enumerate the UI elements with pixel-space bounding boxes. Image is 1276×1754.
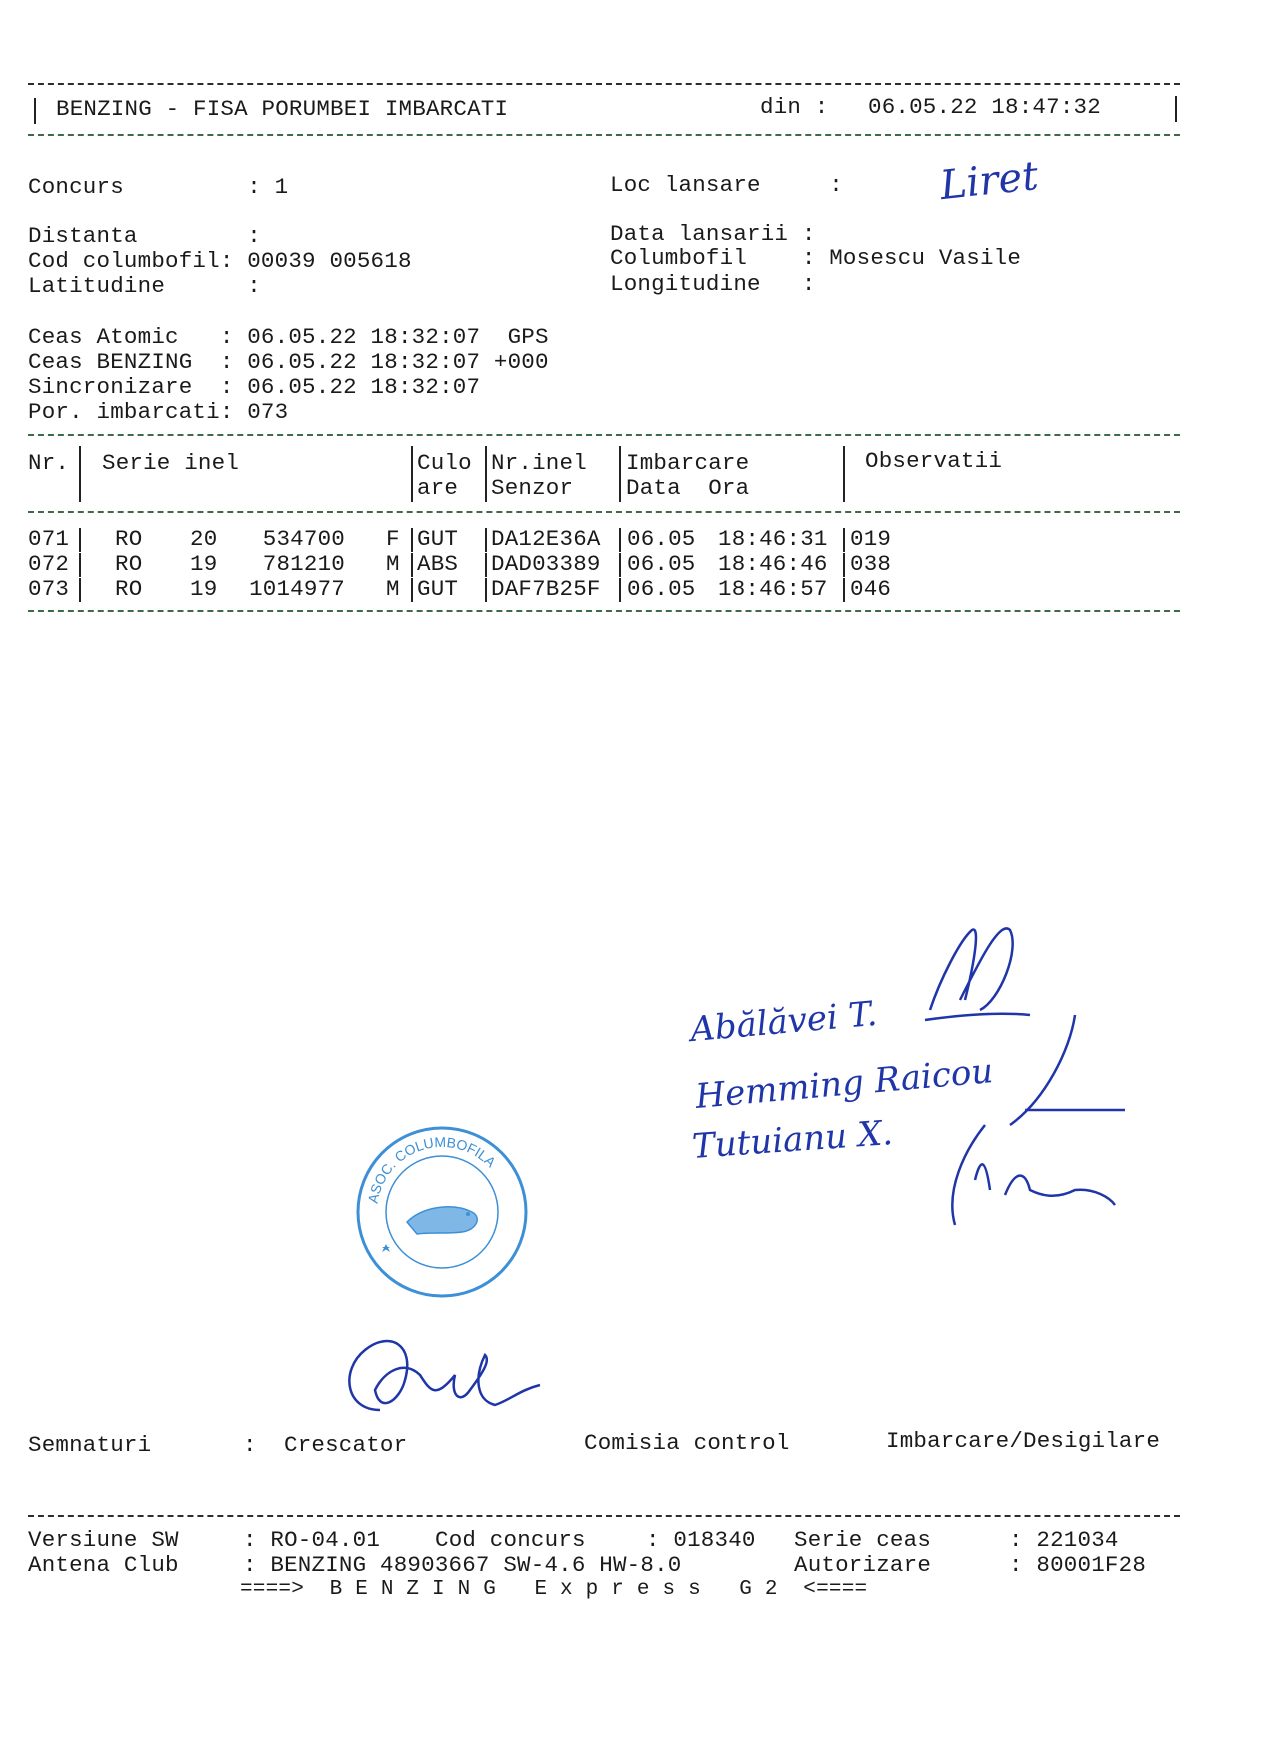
data-lansarii-field: Data lansarii :: [610, 221, 816, 247]
columbofil-field: Columbofil : Mosescu Vasile: [610, 245, 1022, 271]
cell-tara: RO: [115, 551, 143, 577]
versiune-label: Versiune SW: [28, 1527, 179, 1553]
cell-nr: 071: [28, 526, 70, 552]
table-bottom-border: [28, 610, 1180, 612]
cell-nr: 072: [28, 551, 70, 577]
cell-ora: 18:46:46: [718, 551, 828, 577]
cell-data: 06.05: [627, 526, 696, 552]
form-title: BENZING - FISA PORUMBEI IMBARCATI: [56, 96, 509, 122]
cell-tara: RO: [115, 526, 143, 552]
versiune-value: : RO-04.01: [243, 1527, 381, 1553]
col-header-are: are: [417, 475, 459, 501]
cell-tara: RO: [115, 576, 143, 602]
cell-culoare: ABS: [417, 551, 459, 577]
handwritten-name-1: Abălăvei T.: [688, 993, 879, 1051]
header-right-border: [1175, 96, 1177, 122]
distanta-field: Distanta :: [28, 223, 261, 249]
cell-data: 06.05: [627, 576, 696, 602]
table-header-border: [28, 511, 1180, 513]
handwritten-name-2: Hemming Raicou: [693, 1051, 995, 1117]
cell-senzor: DAF7B25F: [491, 576, 601, 602]
row-col-divider: [485, 578, 487, 602]
cod-concurs-label: Cod concurs: [435, 1527, 586, 1553]
header-top-border: [28, 83, 1180, 85]
row-col-divider: [411, 528, 413, 552]
autorizare-value: : 80001F28: [1009, 1552, 1147, 1578]
longitudine-field: Longitudine :: [610, 271, 816, 297]
col-header-observatii: Observatii: [865, 448, 1003, 474]
serie-ceas-value: : 221034: [1009, 1527, 1119, 1553]
col-header-nr: Nr.: [28, 450, 70, 476]
cod-columbofil-field: Cod columbofil: 00039 005618: [28, 248, 412, 274]
ceas-benzing-field: Ceas BENZING : 06.05.22 18:32:07 +000: [28, 349, 549, 375]
table-col-divider-2: [411, 446, 413, 502]
cell-culoare: GUT: [417, 526, 459, 552]
date-label: din :: [760, 94, 829, 120]
row-col-divider: [843, 553, 845, 577]
loc-lansare-handwritten: Liret: [937, 152, 1041, 210]
cell-sex: M: [386, 551, 400, 577]
col-header-nrinel: Nr.inel: [491, 450, 587, 476]
antena-label: Antena Club: [28, 1552, 179, 1578]
cell-an: 20: [190, 526, 218, 552]
row-col-divider: [79, 528, 81, 552]
cell-sex: M: [386, 576, 400, 602]
row-col-divider: [411, 553, 413, 577]
signature-scribble-2: [1005, 1010, 1135, 1130]
cell-inel: 534700: [262, 526, 345, 552]
table-col-divider-4: [619, 446, 621, 502]
cell-ora: 18:46:57: [718, 576, 828, 602]
row-col-divider: [485, 528, 487, 552]
table-col-divider-1: [79, 446, 81, 502]
cell-culoare: GUT: [417, 576, 459, 602]
cell-obs: 038: [850, 551, 892, 577]
signatures-label: Semnaturi: [28, 1432, 152, 1458]
row-col-divider: [619, 528, 621, 552]
handwritten-name-3: Tutuianu X.: [690, 1113, 895, 1167]
crescator-signature: [335, 1330, 545, 1430]
row-col-divider: [79, 578, 81, 602]
cell-ora: 18:46:31: [718, 526, 828, 552]
cell-an: 19: [190, 576, 218, 602]
ceas-atomic-field: Ceas Atomic : 06.05.22 18:32:07 GPS: [28, 324, 549, 350]
row-col-divider: [411, 578, 413, 602]
signature-scribble-3: [945, 1120, 1125, 1230]
row-col-divider: [485, 553, 487, 577]
header-bottom-border: [28, 134, 1180, 136]
table-col-divider-3: [485, 446, 487, 502]
col-header-culo: Culo: [417, 450, 472, 476]
row-col-divider: [843, 578, 845, 602]
cell-nr: 073: [28, 576, 70, 602]
cell-data: 06.05: [627, 551, 696, 577]
serie-ceas-label: Serie ceas: [794, 1527, 932, 1553]
col-header-senzor: Senzor: [491, 475, 574, 501]
cell-obs: 046: [850, 576, 892, 602]
col-header-imbarcare: Imbarcare: [626, 450, 750, 476]
loc-lansare-field: Loc lansare :: [610, 172, 843, 198]
table-top-border: [28, 434, 1180, 436]
cell-an: 19: [190, 551, 218, 577]
cell-inel: 1014977: [249, 576, 345, 602]
club-stamp: [352, 1122, 532, 1302]
cell-obs: 019: [850, 526, 892, 552]
cell-sex: F: [386, 526, 400, 552]
signature-crescator-label: Crescator: [284, 1432, 408, 1458]
por-imbarcati-field: Por. imbarcati: 073: [28, 399, 289, 425]
print-datetime: 06.05.22 18:47:32: [868, 94, 1101, 120]
sincronizare-field: Sincronizare : 06.05.22 18:32:07: [28, 374, 481, 400]
row-col-divider: [619, 553, 621, 577]
cell-senzor: DAD03389: [491, 551, 601, 577]
signature-imbarcare-label: Imbarcare/Desigilare: [886, 1428, 1161, 1454]
row-col-divider: [843, 528, 845, 552]
row-col-divider: [619, 578, 621, 602]
row-col-divider: [79, 553, 81, 577]
cell-inel: 781210: [262, 551, 345, 577]
col-header-data-ora: Data Ora: [626, 475, 750, 501]
stamp-text: ASOC. COLUMBOFILA: [364, 1133, 500, 1205]
antena-value: : BENZING 48903667 SW-4.6 HW-8.0: [243, 1552, 682, 1578]
svg-text:ASOC. COLUMBOFILA: [365, 1134, 500, 1205]
cod-concurs-value: : 018340: [646, 1527, 756, 1553]
header-left-border: [34, 98, 36, 124]
table-col-divider-5: [843, 446, 845, 502]
cell-senzor: DA12E36A: [491, 526, 601, 552]
concurs-field: Concurs : 1: [28, 174, 289, 200]
latitudine-field: Latitudine :: [28, 273, 261, 299]
footer-border: [28, 1515, 1180, 1517]
signature-comisia-label: Comisia control: [584, 1430, 790, 1456]
footer-banner: ====> B E N Z I N G E x p r e s s G 2 <====: [240, 1578, 868, 1601]
autorizare-label: Autorizare: [794, 1552, 932, 1578]
signatures-separator: :: [243, 1432, 257, 1458]
col-header-serie: Serie inel: [102, 450, 240, 476]
